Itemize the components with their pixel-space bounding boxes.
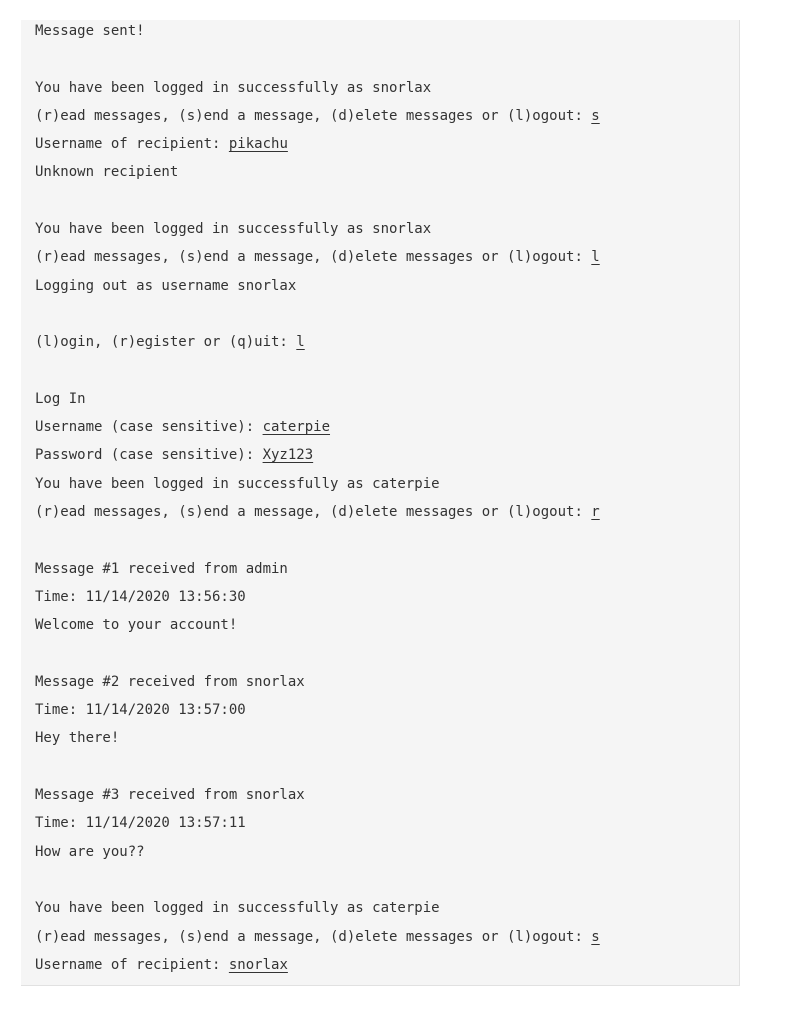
- console-output-text: How are you??: [35, 843, 145, 860]
- console-output-text: Hey there!: [35, 730, 120, 747]
- console-output-text: Username of recipient:: [35, 956, 229, 973]
- console-output-text: Log In: [35, 390, 86, 407]
- user-input-text: s: [591, 107, 600, 124]
- user-input-text: snorlax: [228, 956, 288, 973]
- console-line: [35, 869, 739, 897]
- console-line: [35, 105, 739, 133]
- console-line: [35, 841, 739, 869]
- console-line: [35, 473, 739, 501]
- console-output-text: Time: 11/14/2020 13:57:11: [35, 815, 246, 832]
- console-output-text: You have been logged in successfully as snorlax: [35, 79, 432, 96]
- console-line: [35, 558, 739, 586]
- console-line: [35, 190, 739, 218]
- console-line: [35, 643, 739, 671]
- console-line: [35, 699, 739, 727]
- console-line: [35, 416, 739, 444]
- console-line: [35, 360, 739, 388]
- console-output-text: Message #3 received from snorlax: [35, 787, 305, 804]
- user-input-text: s: [591, 928, 600, 945]
- console-output-text: Time: 11/14/2020 13:57:00: [35, 702, 246, 719]
- user-input-text: caterpie: [262, 419, 331, 436]
- user-input-text: r: [591, 504, 600, 521]
- console-line: [35, 727, 739, 755]
- console-output-text: Message sent!: [35, 23, 145, 39]
- console-output-text: (r)ead messages, (s)end a message, (d)elete messages or (l)ogout:: [35, 249, 592, 266]
- console-output-text: Message #2 received from snorlax: [35, 673, 305, 690]
- user-input-text: l: [296, 334, 305, 351]
- console-output-text: Password (case sensitive):: [35, 447, 263, 464]
- console-line: [35, 133, 739, 161]
- console-line: [35, 756, 739, 784]
- user-input-text: l: [591, 249, 600, 266]
- console-output-text: (r)ead messages, (s)end a message, (d)elete messages or (l)ogout:: [35, 107, 592, 124]
- console-output-panel[interactable]: [21, 20, 740, 986]
- console-output-text: You have been logged in successfully as caterpie: [35, 900, 440, 917]
- console-line: [35, 812, 739, 840]
- console-output-text: You have been logged in successfully as caterpie: [35, 475, 440, 492]
- console-line: [35, 246, 739, 274]
- console-output-text: Logging out as username snorlax: [35, 277, 297, 294]
- console-line: [35, 954, 739, 982]
- console-line: [35, 614, 739, 642]
- console-line: [35, 444, 739, 472]
- console-line: [35, 20, 739, 48]
- console-line: [35, 586, 739, 614]
- console-lines: [35, 20, 739, 982]
- console-line: [35, 388, 739, 416]
- console-line: [35, 671, 739, 699]
- user-input-text: Xyz123: [262, 447, 314, 464]
- console-output-text: Unknown recipient: [35, 164, 179, 181]
- console-line: [35, 303, 739, 331]
- user-input-text: pikachu: [228, 136, 288, 153]
- console-line: [35, 926, 739, 954]
- console-line: [35, 331, 739, 359]
- console-output-text: Message #1 received from admin: [35, 560, 288, 577]
- console-line: [35, 501, 739, 529]
- console-output-text: Username of recipient:: [35, 136, 229, 153]
- console-line: [35, 77, 739, 105]
- console-output-text: Username (case sensitive):: [35, 419, 263, 436]
- console-output-text: You have been logged in successfully as snorlax: [35, 221, 432, 238]
- console-output-text: (r)ead messages, (s)end a message, (d)elete messages or (l)ogout:: [35, 928, 592, 945]
- console-line: [35, 275, 739, 303]
- console-output-text: (r)ead messages, (s)end a message, (d)elete messages or (l)ogout:: [35, 504, 592, 521]
- console-line: [35, 897, 739, 925]
- console-line: [35, 161, 739, 189]
- console-line: [35, 784, 739, 812]
- console-line: [35, 48, 739, 76]
- console-output-text: (l)ogin, (r)egister or (q)uit:: [35, 334, 297, 351]
- console-line: [35, 529, 739, 557]
- console-line: [35, 218, 739, 246]
- console-output-text: Welcome to your account!: [35, 617, 238, 634]
- console-output-text: Time: 11/14/2020 13:56:30: [35, 588, 246, 605]
